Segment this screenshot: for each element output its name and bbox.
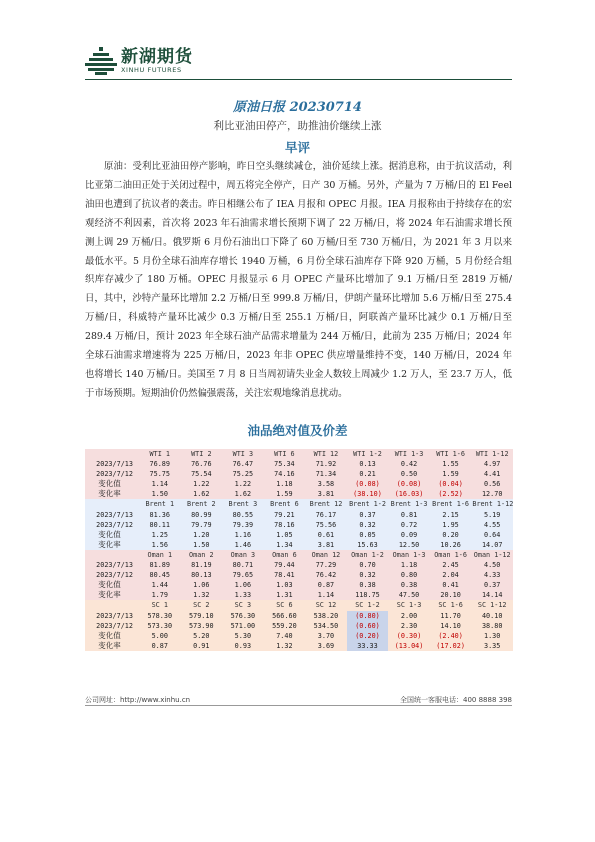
value-cell: 0.42	[388, 459, 430, 469]
value-cell: 0.32	[347, 570, 389, 580]
value-cell: 573.30	[139, 621, 181, 631]
value-cell: 12.70	[471, 489, 513, 499]
value-cell: 5.19	[471, 510, 513, 520]
value-cell: 81.19	[181, 560, 223, 570]
column-header-cell: WTI 1-2	[347, 449, 389, 459]
table-row	[85, 580, 513, 590]
column-header-cell: WTI 1-12	[471, 449, 513, 459]
value-cell: 1.62	[222, 489, 264, 499]
value-cell: 11.70	[430, 611, 472, 621]
column-header-cell: WTI 1	[139, 449, 181, 459]
value-cell: 1.14	[139, 479, 181, 489]
column-header-cell: SC 2	[181, 600, 223, 610]
value-cell: 0.09	[388, 530, 430, 540]
column-header-cell: WTI 3	[222, 449, 264, 459]
value-cell: 578.30	[139, 611, 181, 621]
value-cell: 81.89	[139, 560, 181, 570]
value-cell: 20.10	[430, 590, 472, 600]
column-header-cell: SC 3	[222, 600, 264, 610]
value-cell: 75.56	[305, 520, 347, 530]
value-cell: 14.10	[430, 621, 472, 631]
value-cell: 76.42	[305, 570, 347, 580]
column-header-cell: Brent 1-12	[472, 500, 513, 509]
footer-website: 公司网址：http://www.xinhu.cn	[85, 696, 191, 704]
value-cell: 74.16	[264, 469, 306, 479]
value-cell: 12.50	[388, 540, 430, 550]
column-header-cell: Oman 1-12	[471, 550, 513, 560]
company-logo	[85, 47, 193, 75]
row-label-cell: 变化率	[85, 540, 139, 550]
table-row	[85, 459, 513, 469]
value-cell: 78.16	[264, 520, 306, 530]
value-cell: 5.20	[181, 631, 223, 641]
report-subtitle: 利比亚油田停产，助推油价继续上涨	[213, 120, 382, 132]
value-cell: 0.64	[471, 530, 513, 540]
value-cell: 0.61	[305, 530, 347, 540]
value-cell: 79.44	[264, 560, 306, 570]
value-cell: (0.08)	[347, 479, 389, 489]
value-cell: 0.37	[471, 580, 513, 590]
value-cell: 2.45	[430, 560, 472, 570]
value-cell: 71.92	[305, 459, 347, 469]
logo-mark-icon	[85, 47, 117, 75]
value-cell: (16.03)	[388, 489, 430, 499]
value-cell: 1.62	[181, 489, 223, 499]
column-header-cell: SC 12	[305, 600, 347, 610]
value-cell: 10.26	[430, 540, 472, 550]
row-label-cell: 2023/7/13	[85, 510, 139, 520]
value-cell: 0.87	[305, 580, 347, 590]
value-cell: 4.33	[471, 570, 513, 580]
value-cell: 7.40	[264, 631, 306, 641]
value-cell: (17.02)	[430, 641, 472, 651]
value-cell: 1.55	[430, 459, 472, 469]
value-cell: 1.22	[181, 479, 223, 489]
value-cell: 1.33	[222, 590, 264, 600]
value-cell: 0.05	[347, 530, 389, 540]
value-cell: 0.80	[388, 570, 430, 580]
value-cell: 4.97	[471, 459, 513, 469]
value-cell: 38.80	[471, 621, 513, 631]
table-header-row	[85, 449, 513, 459]
value-cell: 0.41	[430, 580, 472, 590]
column-header-cell: Brent 2	[181, 499, 223, 509]
column-header-cell: Oman 3	[222, 550, 264, 560]
column-header-cell: SC 1-12	[471, 600, 513, 610]
column-header-cell: Brent 1	[139, 499, 181, 509]
value-cell: 75.25	[222, 469, 264, 479]
column-header-cell: WTI 1-6	[430, 449, 472, 459]
table-row	[85, 570, 513, 580]
value-cell: 1.05	[264, 530, 306, 540]
column-header-cell: Oman 1-6	[430, 550, 472, 560]
value-cell: 1.34	[264, 540, 306, 550]
value-cell: 566.60	[264, 611, 306, 621]
table-row	[85, 611, 513, 621]
value-cell: 47.50	[388, 590, 430, 600]
column-header-cell: WTI 1-3	[388, 449, 430, 459]
row-label-cell: 2023/7/12	[85, 469, 139, 479]
value-cell: 76.47	[222, 459, 264, 469]
row-label-cell: 2023/7/12	[85, 621, 139, 631]
row-label-cell: 2023/7/13	[85, 560, 139, 570]
value-cell: (38.10)	[347, 489, 389, 499]
table-row	[85, 621, 513, 631]
value-cell: 0.87	[139, 641, 181, 651]
value-cell: 2.04	[430, 570, 472, 580]
value-cell: 1.03	[264, 580, 306, 590]
column-header-cell: WTI 2	[181, 449, 223, 459]
header-corner-cell	[85, 600, 139, 610]
header-corner-cell	[85, 449, 139, 459]
value-cell: 1.50	[181, 540, 223, 550]
table-row	[85, 560, 513, 570]
table-row	[85, 510, 513, 520]
value-cell: 81.36	[139, 510, 181, 520]
row-label-cell: 变化值	[85, 479, 139, 489]
value-cell: 3.81	[305, 540, 347, 550]
value-cell: 0.38	[388, 580, 430, 590]
row-label-cell: 变化值	[85, 580, 139, 590]
value-cell: 0.91	[181, 641, 223, 651]
value-cell: 0.21	[347, 469, 389, 479]
report-title: 原油日报 20230714	[233, 100, 362, 115]
value-cell: 0.20	[430, 530, 472, 540]
row-label-cell: 2023/7/13	[85, 611, 139, 621]
value-cell: 1.50	[139, 489, 181, 499]
value-cell: 1.32	[181, 590, 223, 600]
value-cell: 1.79	[139, 590, 181, 600]
value-cell: 2.00	[388, 611, 430, 621]
row-label-cell: 2023/7/13	[85, 459, 139, 469]
value-cell: (0.04)	[430, 479, 472, 489]
value-cell: 3.35	[471, 641, 513, 651]
value-cell: 0.70	[347, 560, 389, 570]
column-header-cell: Brent 1-3	[388, 499, 430, 509]
value-cell: 76.17	[305, 510, 347, 520]
price-table-heading: 油品绝对值及价差	[247, 423, 348, 438]
value-cell: 1.06	[181, 580, 223, 590]
value-cell: 80.55	[222, 510, 264, 520]
footer-divider	[85, 705, 512, 706]
value-cell: 4.41	[471, 469, 513, 479]
table-row	[85, 489, 513, 499]
row-label-cell: 2023/7/12	[85, 520, 139, 530]
footer-hotline: 全国统一客服电话：400 8888 398	[400, 696, 512, 704]
value-cell: 75.54	[181, 469, 223, 479]
logo-chinese-name: 新湖期货	[121, 46, 193, 67]
value-cell: 1.95	[430, 520, 472, 530]
oil-price-spread-table	[85, 449, 513, 651]
value-cell: 1.59	[264, 489, 306, 499]
value-cell: (0.80)	[347, 611, 389, 621]
value-cell: 1.30	[471, 631, 513, 641]
value-cell: 14.14	[471, 590, 513, 600]
table-row	[85, 540, 513, 550]
column-header-cell: Oman 12	[305, 550, 347, 560]
value-cell: 1.44	[139, 580, 181, 590]
value-cell: 3.58	[305, 479, 347, 489]
value-cell: (2.40)	[430, 631, 472, 641]
header-corner-cell	[85, 550, 139, 560]
value-cell: 0.81	[388, 510, 430, 520]
value-cell: 0.32	[347, 520, 389, 530]
value-cell: 79.21	[264, 510, 306, 520]
value-cell: 4.55	[471, 520, 513, 530]
value-cell: 76.89	[139, 459, 181, 469]
value-cell: 2.30	[388, 621, 430, 631]
column-header-cell: WTI 6	[264, 449, 306, 459]
value-cell: 75.75	[139, 469, 181, 479]
value-cell: (0.60)	[347, 621, 389, 631]
value-cell: 1.16	[222, 530, 264, 540]
value-cell: 0.93	[222, 641, 264, 651]
value-cell: 76.76	[181, 459, 223, 469]
value-cell: 576.30	[222, 611, 264, 621]
value-cell: (0.08)	[388, 479, 430, 489]
logo-english-name: XINHU FUTURES	[121, 65, 182, 74]
value-cell: 1.22	[222, 479, 264, 489]
row-label-cell: 变化率	[85, 641, 139, 651]
row-label-cell: 2023/7/12	[85, 570, 139, 580]
header-divider	[85, 79, 512, 80]
value-cell: 79.79	[181, 520, 223, 530]
value-cell: 1.59	[430, 469, 472, 479]
column-header-cell: WTI 12	[305, 449, 347, 459]
value-cell: 1.56	[139, 540, 181, 550]
value-cell: 0.50	[388, 469, 430, 479]
value-cell: 80.99	[181, 510, 223, 520]
value-cell: 2.15	[430, 510, 472, 520]
value-cell: 0.13	[347, 459, 389, 469]
value-cell: 4.50	[471, 560, 513, 570]
column-header-cell: Brent 1-2	[347, 499, 389, 509]
column-header-cell: SC 1	[139, 600, 181, 610]
value-cell: 1.46	[222, 540, 264, 550]
column-header-cell: SC 1-6	[430, 600, 472, 610]
value-cell: 0.37	[347, 510, 389, 520]
value-cell: 0.72	[388, 520, 430, 530]
value-cell: 1.06	[222, 580, 264, 590]
row-label-cell: 变化值	[85, 530, 139, 540]
value-cell: 1.14	[305, 590, 347, 600]
column-header-cell: Oman 1-3	[388, 550, 430, 560]
value-cell: 559.20	[264, 621, 306, 631]
value-cell: 78.41	[264, 570, 306, 580]
value-cell: 1.31	[264, 590, 306, 600]
value-cell: 573.90	[181, 621, 223, 631]
column-header-cell: Brent 1-6	[430, 499, 472, 509]
value-cell: (0.30)	[388, 631, 430, 641]
header-corner-cell	[85, 499, 139, 509]
row-label-cell: 变化值	[85, 631, 139, 641]
table-row	[85, 530, 513, 540]
value-cell: 77.29	[305, 560, 347, 570]
value-cell: (13.04)	[388, 641, 430, 651]
value-cell: 1.18	[264, 479, 306, 489]
value-cell: 0.56	[471, 479, 513, 489]
value-cell: 1.25	[139, 530, 181, 540]
value-cell: (2.52)	[430, 489, 472, 499]
column-header-cell: SC 1-2	[347, 600, 389, 610]
table-row	[85, 469, 513, 479]
column-header-cell: Oman 1	[139, 550, 181, 560]
value-cell: 79.39	[222, 520, 264, 530]
column-header-cell: Brent 6	[264, 499, 306, 509]
table-row	[85, 641, 513, 651]
table-row	[85, 631, 513, 641]
value-cell: 80.11	[139, 520, 181, 530]
row-label-cell: 变化率	[85, 590, 139, 600]
table-header-row	[85, 499, 513, 509]
column-header-cell: Brent 3	[222, 499, 264, 509]
value-cell: 71.34	[305, 469, 347, 479]
value-cell: 0.38	[347, 580, 389, 590]
value-cell: 1.20	[181, 530, 223, 540]
value-cell: 1.32	[264, 641, 306, 651]
table-header-row	[85, 550, 513, 560]
column-header-cell: Oman 6	[264, 550, 306, 560]
value-cell: 571.00	[222, 621, 264, 631]
value-cell: 3.69	[305, 641, 347, 651]
value-cell: 40.10	[471, 611, 513, 621]
table-row	[85, 479, 513, 489]
column-header-cell: Oman 1-2	[347, 550, 389, 560]
column-header-cell: SC 6	[264, 600, 306, 610]
value-cell: 1.18	[388, 560, 430, 570]
value-cell: 80.71	[222, 560, 264, 570]
value-cell: 75.34	[264, 459, 306, 469]
column-header-cell: Brent 12	[305, 499, 347, 509]
table-row	[85, 520, 513, 530]
column-header-cell: SC 1-3	[388, 600, 430, 610]
value-cell: 3.70	[305, 631, 347, 641]
value-cell: 14.07	[471, 540, 513, 550]
table-header-row	[85, 600, 513, 610]
value-cell: 33.33	[347, 641, 389, 651]
value-cell: 5.30	[222, 631, 264, 641]
value-cell: 5.00	[139, 631, 181, 641]
value-cell: 534.50	[305, 621, 347, 631]
value-cell: 3.81	[305, 489, 347, 499]
row-label-cell: 变化率	[85, 489, 139, 499]
morning-review-text: 原油：受利比亚油田停产影响，昨日空头继续减仓，油价延续上涨。据消息称，由于抗议活动，利比亚第二油田正处于关闭过程中，周五将完全停产，日产 30 万桶。另外，产量为 7 万桶/日的 El Feel 油田也遭到了抗议者的袭击。昨日相继公布了 IEA 月报和 OPEC 月报。IEA 月报称由于持续存在的宏观经济不利因素，首次将 2023 年石油需求增长预期下调了 22 万桶/日，将 2024 年石油需求增长预测上调 29 万桶/日。俄罗斯 6 月份石油出口下降了 60 万桶/日至 730 万桶/日，为 2021 年 3 月以来最低水平。5 月份全球石油库存增长 1940 万桶，6 月份全球石油库存下降 920 万桶，5 月份经合组织库存减少了 180 万桶。OPEC 月报显示 6 月 OPEC 产量环比增加了 9.1 万桶/日至 2819 万桶/日，其中，沙特产量环比增加 2.2 万桶/日至 999.8 万桶/日，伊朗产量环比增加 5.6 万桶/日至 275.4 万桶/日，科威特产量环比减少 0.3 万桶/日至 255.1 万桶/日，阿联酋产量环比减少 0.1 万桶/日至 289.4 万桶/日，预计 2023 年全球石油产品需求增量为 244 万桶/日，此前为 235 万桶/日；2024 年全球石油需求增速将为 225 万桶/日，2023 年非 OPEC 供应增量维持不变，140 万桶/日，2024 年也将增长 140 万桶/日。美国至 7 月 8 日当周初请失业金人数较上周减少 1.2 万人，至 23.7 万人，低于市场预期。短期油价仍然偏强震荡，关注宏观地缘消息扰动。	[85, 161, 512, 399]
value-cell: 118.75	[347, 590, 389, 600]
morning-review-heading: 早评	[284, 140, 310, 155]
value-cell: 15.63	[347, 540, 389, 550]
value-cell: 80.45	[139, 570, 181, 580]
value-cell: 80.13	[181, 570, 223, 580]
value-cell: (0.20)	[347, 631, 389, 641]
value-cell: 79.65	[222, 570, 264, 580]
table-row	[85, 590, 513, 600]
value-cell: 579.10	[181, 611, 223, 621]
value-cell: 538.20	[305, 611, 347, 621]
column-header-cell: Oman 2	[181, 550, 223, 560]
